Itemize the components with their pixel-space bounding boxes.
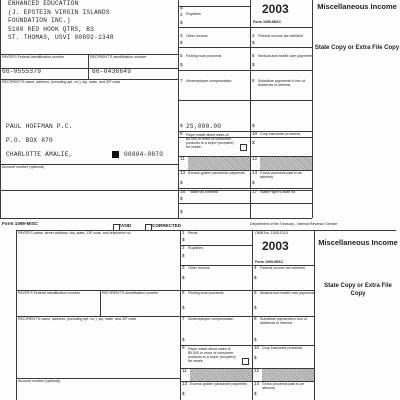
box14-label: Gross proceeds paid to an attorney [260,171,303,179]
form-title: Miscellaneous Income [317,2,397,11]
box8-label: Substitute payments in lieu of dividends or interest [258,79,305,87]
copy-label: State Copy or Extra File Copy [324,283,392,297]
recipient-street: P.O. BOX 870 [6,137,53,144]
box9-checkbox[interactable] [240,144,247,151]
payer-address-line: FOUNDATION INC.) [8,17,71,24]
dollar-sign: $ [182,391,185,396]
form-title: Miscellaneous Income [318,238,398,247]
box17-label: State/Payer's state no. [260,190,297,194]
box-num: 14 [254,381,260,386]
dollar-sign: $ [180,62,183,67]
dollar-sign: $ [252,40,255,45]
recipient-label: RECIPIENT'S name, address, (including apt. no.), zip, state, and ZIP code [18,317,137,321]
payer-id-label: PAYER'S Federal identification number [18,291,81,295]
dollar-sign: $ [254,305,257,310]
box5-label: Fishing boat proceeds [188,291,224,295]
box-num: 5 [180,53,183,58]
box-num: 12 [254,368,260,373]
box-num: 11 [180,156,185,161]
void-label: VOID [120,223,132,228]
dollar-sign: $ [254,337,257,342]
dollar-sign: $ [182,305,185,310]
box-num: 8 [252,78,255,83]
omb-number: OMB No. 1545-0115 [255,231,288,235]
dollar-sign: $ [252,140,255,145]
box9-checkbox[interactable] [242,358,249,365]
box4-label: Federal income tax withheld [258,34,303,38]
box-num: 6 [252,53,255,58]
box9-label: Payer made direct sales of $5,000 or more of consumer products to a buyer (recipient) for resale [188,347,236,363]
box-num: 8 [254,316,257,321]
box-num: 6 [254,290,257,295]
recipient-zip: 00804-0870 [124,151,164,158]
box-num: 14 [252,170,258,175]
footer-form: Form 1099-MISC [2,221,38,226]
footer-dept: Department of the Treasury - Internal Revenue Service [250,222,338,226]
dollar-sign: $ [180,40,183,45]
box6-label: Medical and health care payments [260,291,315,295]
box9-label: Payer made direct sales of $5,000 or more of consumer products to a buyer (recipient) for resale [186,133,234,149]
box-num: 4 [252,33,255,38]
payer-address-line: (J. EPSTEIN VIRGIN ISLANDS [8,9,110,16]
box10-label: Crop insurance proceeds [260,132,301,136]
box11-shaded [190,369,252,381]
box-num: 3 [180,33,183,38]
dollar-sign: $ [252,123,255,128]
payer-id: 66-0555379 [2,68,42,75]
dollar-sign: $ [254,355,257,360]
box2-label: Royalties [188,246,203,250]
corrected-label: CORRECTED [152,223,182,228]
box-num: 7 [182,316,185,321]
account-label: Account number (optional) [2,165,45,169]
payer-address-line: ST. THOMAS, USVI 00802-1348 [8,34,114,41]
box-num: 1 [182,230,185,235]
box3-label: Other income [186,34,208,38]
box-num: 17 [252,189,258,194]
recipient-city: CHARLOTTE AMALIE, [6,151,73,158]
form-number: Form 1099-MISC [255,260,284,264]
box6-label: Medical and health care payments [258,54,313,58]
box13-label: Excess golden parachute payments [188,171,245,175]
box-num: 7 [180,78,183,83]
box-num: 12 [252,156,258,161]
recipient-label: RECIPIENT'S name, address, (including apt. no.), zip, state, and ZIP code [2,80,121,84]
box10-label: Crop insurance proceeds [262,346,303,350]
box-num: 13 [182,381,188,386]
box7-label: Nonemployee compensation [188,317,234,321]
dollar-sign: $ [182,237,185,242]
box12-shaded [262,369,314,381]
dollar-sign: $ [252,62,255,67]
box8-label: Substitute payments in lieu of dividends or interest [260,317,307,325]
box-num: 9 [180,131,183,136]
box4-label: Federal income tax withheld [260,266,305,270]
dollar-sign: $ [182,253,185,258]
box-num: 13 [180,170,186,175]
box11-shaded [188,157,250,170]
dollar-sign: $ [180,196,183,201]
box-num: 4 [254,265,257,270]
dollar-sign: $ [182,337,185,342]
box-num: 5 [182,290,185,295]
box13-label: Excess golden parachute payments [190,382,247,386]
box-num: 11 [182,368,187,373]
box-num: 2 [180,12,183,17]
copy-label: State Copy or Extra File Copy [314,45,400,51]
box-num: 10 [254,345,260,350]
payer-address-line: ENHANCED EDUCATION [8,0,79,7]
dollar-sign: $ [182,275,185,280]
dollar-sign: $ [180,180,183,185]
form-number: Form 1099-MISC [253,20,282,24]
box7-amount: 25,000.00 [186,123,222,130]
box-num: 2 [182,245,185,250]
redaction-mark [112,151,119,158]
box16-label: State tax withheld [190,190,219,194]
payer-label: PAYER'S name, street address, city, state, ZIP code, and telephone no. [18,231,132,235]
payer-id-label: PAYER'S Federal identification number [2,55,65,59]
recipient-id-label: RECIPIENT'S identification number [90,55,147,59]
payer-address-line: 5100 RED HOOK QTRS, B3 [8,26,95,33]
box14-label: Gross proceeds paid to an attorney [262,382,305,390]
box3-label: Other income [188,266,210,270]
box-num: 10 [252,131,258,136]
dollar-sign: $ [180,5,183,10]
box1-label: Rents [188,231,198,235]
recipient-id-label: RECIPIENT'S identification number [102,291,159,295]
box2-label: Royalties [186,12,201,16]
box12-shaded [260,157,312,170]
box-num: 16 [180,189,186,194]
recipient-name: PAUL HOFFMAN P.C. [6,123,73,130]
account-label: Account number (optional) [18,379,61,383]
tax-year: 2003 [262,2,289,16]
tax-year: 2003 [262,239,289,253]
dollar-sign: $ [252,180,255,185]
dollar-sign: $ [180,123,183,128]
dollar-sign: $ [180,209,183,214]
box-num: 3 [182,265,185,270]
box7-label: Nonemployee compensation [186,79,232,83]
recipient-id: 66-0436649 [92,68,132,75]
dollar-sign: $ [254,275,257,280]
dollar-sign: $ [180,20,183,25]
box5-label: Fishing boat proceeds [186,54,222,58]
box-num: 9 [182,345,185,350]
dollar-sign: $ [254,391,257,396]
